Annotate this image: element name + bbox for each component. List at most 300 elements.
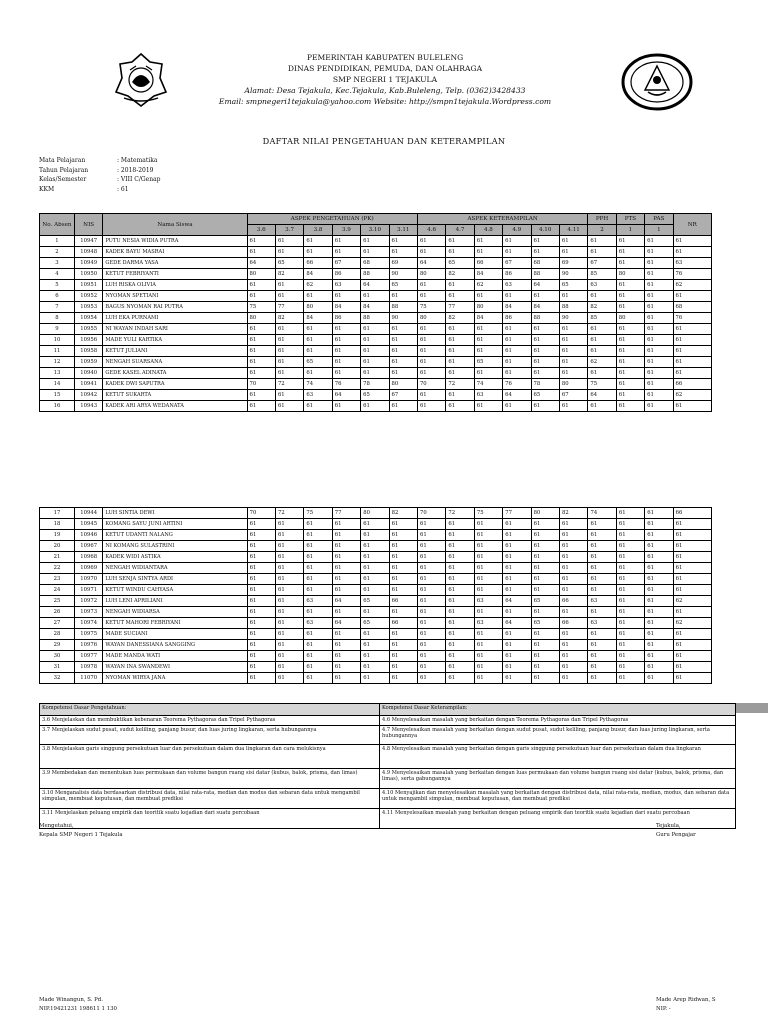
cell-score: 61 <box>446 346 474 357</box>
cell-score: 61 <box>275 368 303 379</box>
cell-score: 61 <box>503 346 531 357</box>
cell-score: 61 <box>560 629 588 640</box>
cell-score: 77 <box>503 508 531 519</box>
cell-score: 61 <box>645 379 673 390</box>
cell-score: 82 <box>389 508 417 519</box>
cell-score: 61 <box>389 401 417 412</box>
cell-score: 61 <box>361 519 389 530</box>
cell-nis: 10970 <box>74 574 102 585</box>
acknowledged-label: Mengetahui, <box>39 823 74 829</box>
table-row <box>40 629 712 640</box>
cell-score: 61 <box>361 291 389 302</box>
cell-score: 61 <box>446 574 474 585</box>
cell-score: 61 <box>247 236 275 247</box>
cell-score: 61 <box>588 651 616 662</box>
cell-nr: 62 <box>673 280 711 291</box>
cell-score: 61 <box>474 640 502 651</box>
cell-name: NENGAH SUARSANA <box>103 357 247 368</box>
cell-score: 61 <box>275 673 303 684</box>
cell-score: 61 <box>332 357 360 368</box>
cell-no: 11 <box>40 346 75 357</box>
cell-score: 61 <box>503 651 531 662</box>
cell-score: 61 <box>332 662 360 673</box>
cell-score: 61 <box>616 390 644 401</box>
cell-score: 61 <box>275 390 303 401</box>
meta-value: : VIII C/Genap <box>117 176 161 184</box>
cell-score: 61 <box>531 541 559 552</box>
cell-score: 61 <box>616 607 644 618</box>
cell-score: 61 <box>616 379 644 390</box>
cell-score: 62 <box>474 280 502 291</box>
cell-score: 61 <box>275 596 303 607</box>
cell-score: 84 <box>474 269 502 280</box>
cell-score: 75 <box>417 302 445 313</box>
cell-nr: 61 <box>673 291 711 302</box>
cell-score: 61 <box>531 236 559 247</box>
table-row <box>40 541 712 552</box>
cell-score: 90 <box>559 269 587 280</box>
cell-name: LUH SINTIA DEWI <box>103 508 247 519</box>
cell-score: 66 <box>304 258 332 269</box>
table-row <box>40 280 712 291</box>
table-row <box>40 368 712 379</box>
cell-nr: 61 <box>673 629 711 640</box>
cell-score: 61 <box>645 552 673 563</box>
cell-score: 80 <box>247 313 275 324</box>
cell-score: 61 <box>560 585 588 596</box>
cell-score: 61 <box>645 541 673 552</box>
cell-score: 61 <box>503 401 531 412</box>
cell-score: 82 <box>446 313 474 324</box>
cell-score: 61 <box>332 530 360 541</box>
cell-score: 61 <box>559 357 587 368</box>
cell-nr: 61 <box>673 236 711 247</box>
cell-score: 61 <box>588 335 616 346</box>
cell-score: 61 <box>645 357 673 368</box>
cell-score: 61 <box>588 401 616 412</box>
cell-score: 61 <box>304 574 332 585</box>
table-row <box>40 357 712 368</box>
cell-score: 88 <box>559 302 587 313</box>
table-row <box>40 519 712 530</box>
cell-score: 61 <box>616 662 644 673</box>
cell-score: 61 <box>361 401 389 412</box>
cell-score: 61 <box>332 563 360 574</box>
cell-score: 61 <box>304 291 332 302</box>
cell-nis: 10968 <box>74 552 102 563</box>
cell-score: 61 <box>418 552 446 563</box>
cell-score: 61 <box>275 335 303 346</box>
cell-score: 61 <box>361 662 389 673</box>
cell-score: 61 <box>645 390 673 401</box>
cell-score: 61 <box>645 302 673 313</box>
weight-pph: 2 <box>588 225 616 236</box>
cell-score: 61 <box>389 629 417 640</box>
cell-score: 61 <box>418 640 446 651</box>
cell-nis: 10958 <box>74 346 102 357</box>
cell-score: 65 <box>531 390 559 401</box>
cell-score: 61 <box>275 607 303 618</box>
header-pts: PTS <box>616 214 644 225</box>
cell-name: KETUT SUKARTA <box>103 390 247 401</box>
cell-score: 69 <box>389 258 417 269</box>
kd-item: 4.8 Menyelesaikan masalah yang berkaitan dengan garis singgung persekutuan luar dan persekutuan dalam dua lingkaran <box>380 745 736 769</box>
cell-score: 65 <box>361 596 389 607</box>
cell-score: 61 <box>389 662 417 673</box>
cell-nr: 62 <box>673 618 711 629</box>
cell-score: 88 <box>389 302 417 313</box>
principal-title: Kepala SMP Negeri 1 Tejakula <box>39 832 123 838</box>
meta-value: : Matematika <box>117 157 158 164</box>
cell-score: 82 <box>588 302 616 313</box>
cell-score: 64 <box>361 280 389 291</box>
teacher-signature <box>656 822 696 840</box>
cell-nr: 61 <box>673 563 711 574</box>
cell-score: 61 <box>446 401 474 412</box>
cell-no: 10 <box>40 335 75 346</box>
cell-no: 9 <box>40 324 75 335</box>
cell-score: 61 <box>645 662 673 673</box>
cell-score: 61 <box>616 236 644 247</box>
cell-score: 61 <box>645 269 673 280</box>
header-pas: PAS <box>645 214 673 225</box>
cell-score: 61 <box>389 357 417 368</box>
cell-score: 61 <box>446 530 474 541</box>
cell-nr: 62 <box>673 596 711 607</box>
cell-score: 63 <box>474 596 502 607</box>
cell-score: 63 <box>304 390 332 401</box>
table-row <box>40 607 712 618</box>
cell-score: 61 <box>616 346 644 357</box>
cell-score: 61 <box>247 519 275 530</box>
cell-score: 84 <box>304 269 332 280</box>
cell-score: 61 <box>361 541 389 552</box>
cell-nis: 10947 <box>74 236 102 247</box>
cell-score: 61 <box>531 563 559 574</box>
cell-score: 61 <box>247 280 275 291</box>
cell-score: 61 <box>247 596 275 607</box>
cell-score: 61 <box>645 596 673 607</box>
cell-score: 61 <box>247 629 275 640</box>
table-row <box>40 401 712 412</box>
cell-score: 61 <box>560 530 588 541</box>
cell-score: 74 <box>474 379 502 390</box>
cell-score: 65 <box>275 258 303 269</box>
cell-score: 61 <box>446 236 474 247</box>
cell-score: 61 <box>332 585 360 596</box>
cell-score: 67 <box>559 390 587 401</box>
cell-no: 5 <box>40 280 75 291</box>
cell-score: 61 <box>389 640 417 651</box>
cell-nis: 10950 <box>74 269 102 280</box>
cell-score: 61 <box>389 673 417 684</box>
cell-score: 61 <box>304 629 332 640</box>
cell-score: 61 <box>560 673 588 684</box>
table-row <box>40 640 712 651</box>
cell-score: 64 <box>417 258 445 269</box>
header-skill-aspect: ASPEK KETERAMPILAN <box>417 214 587 225</box>
cell-score: 61 <box>474 651 502 662</box>
cell-score: 61 <box>332 640 360 651</box>
teacher-name: Made Arep Ridwan, S <box>656 997 716 1003</box>
cell-score: 61 <box>616 302 644 313</box>
cell-score: 61 <box>446 368 474 379</box>
cell-nr: 66 <box>673 379 711 390</box>
cell-score: 61 <box>417 390 445 401</box>
cell-score: 61 <box>275 552 303 563</box>
cell-score: 84 <box>474 313 502 324</box>
cell-score: 61 <box>645 236 673 247</box>
buleleng-regency-logo <box>110 52 172 108</box>
cell-score: 61 <box>275 640 303 651</box>
cell-score: 61 <box>332 629 360 640</box>
cell-no: 31 <box>40 662 75 673</box>
cell-score: 61 <box>474 401 502 412</box>
cell-score: 61 <box>418 673 446 684</box>
cell-score: 61 <box>559 236 587 247</box>
cell-score: 61 <box>503 662 531 673</box>
letterhead <box>200 52 570 107</box>
cell-nr: 61 <box>673 662 711 673</box>
cell-no: 4 <box>40 269 75 280</box>
cell-score: 84 <box>531 302 559 313</box>
cell-score: 61 <box>645 629 673 640</box>
cell-score: 61 <box>560 607 588 618</box>
cell-score: 80 <box>474 302 502 313</box>
cell-score: 90 <box>389 313 417 324</box>
cell-nis: 10940 <box>74 368 102 379</box>
cell-score: 75 <box>474 508 502 519</box>
table-row <box>40 530 712 541</box>
cell-score: 61 <box>304 541 332 552</box>
cell-score: 61 <box>560 640 588 651</box>
cell-score: 61 <box>616 541 644 552</box>
cell-score: 61 <box>616 574 644 585</box>
table-row <box>40 236 712 247</box>
cell-score: 61 <box>616 552 644 563</box>
cell-score: 65 <box>531 596 559 607</box>
cell-name: NENGAH WIDIARSA <box>103 607 247 618</box>
table-row <box>40 618 712 629</box>
cell-score: 61 <box>616 651 644 662</box>
cell-score: 61 <box>503 640 531 651</box>
cell-score: 61 <box>304 563 332 574</box>
cell-name: BAGUS NYOMAN RAI PUTRA <box>103 302 247 313</box>
cell-name: LUH EKA PURNAMI <box>103 313 247 324</box>
cell-score: 61 <box>560 651 588 662</box>
cell-score: 66 <box>474 258 502 269</box>
cell-score: 61 <box>304 552 332 563</box>
cell-nis: 10976 <box>74 640 102 651</box>
table-row <box>40 335 712 346</box>
cell-score: 61 <box>446 552 474 563</box>
cell-score: 74 <box>588 508 616 519</box>
cell-score: 61 <box>304 324 332 335</box>
cell-name: LUH SENJA SINTYA ARDI <box>103 574 247 585</box>
cell-nis: 10974 <box>74 618 102 629</box>
cell-score: 61 <box>616 673 644 684</box>
cell-score: 61 <box>418 607 446 618</box>
cell-score: 64 <box>588 390 616 401</box>
cell-score: 66 <box>560 618 588 629</box>
kd-col: 4.7 <box>446 225 474 236</box>
kd-item: 4.9 Menyelesaikan masalah yang berkaitan dengan luas permukaan dan volume bangun ruang sisi datar (kubus, balok, prisma, dan limas), serta gabungannya <box>380 769 736 789</box>
cell-score: 61 <box>474 563 502 574</box>
cell-score: 80 <box>417 269 445 280</box>
table-row <box>40 390 712 401</box>
cell-name: MADE YULI KARTIKA <box>103 335 247 346</box>
cell-score: 80 <box>304 302 332 313</box>
cell-score: 61 <box>559 324 587 335</box>
cell-nr: 61 <box>673 552 711 563</box>
cell-score: 61 <box>361 236 389 247</box>
cell-score: 61 <box>247 607 275 618</box>
cell-score: 61 <box>446 390 474 401</box>
place-date: Tejakula, <box>656 823 681 829</box>
cell-score: 61 <box>304 346 332 357</box>
cell-score: 61 <box>275 324 303 335</box>
cell-score: 61 <box>446 247 474 258</box>
cell-score: 61 <box>446 673 474 684</box>
cell-score: 61 <box>474 574 502 585</box>
meta-value: : 61 <box>117 185 129 193</box>
cell-score: 61 <box>361 346 389 357</box>
cell-score: 61 <box>531 335 559 346</box>
cell-score: 61 <box>474 346 502 357</box>
kd-item: 3.11 Menjelaskan peluang empirik dan teoritik suatu kejadian dari suatu percobaan <box>40 809 380 829</box>
cell-score: 63 <box>588 596 616 607</box>
cell-score: 76 <box>332 379 360 390</box>
cell-score: 61 <box>560 662 588 673</box>
cell-score: 61 <box>275 280 303 291</box>
cell-score: 61 <box>304 530 332 541</box>
cell-score: 61 <box>645 574 673 585</box>
cell-no: 2 <box>40 247 75 258</box>
cell-score: 61 <box>616 291 644 302</box>
cell-score: 66 <box>389 596 417 607</box>
cell-score: 61 <box>418 596 446 607</box>
cell-score: 61 <box>332 541 360 552</box>
cell-score: 61 <box>361 563 389 574</box>
table-row <box>40 596 712 607</box>
cell-score: 61 <box>616 618 644 629</box>
cell-no: 26 <box>40 607 75 618</box>
kd-col: 3.11 <box>389 225 417 236</box>
cell-score: 63 <box>503 280 531 291</box>
cell-no: 8 <box>40 313 75 324</box>
cell-score: 61 <box>474 291 502 302</box>
cell-score: 61 <box>417 324 445 335</box>
cell-score: 64 <box>503 618 531 629</box>
header-student-name: Nama Siswa <box>103 214 247 236</box>
cell-no: 32 <box>40 673 75 684</box>
cell-score: 82 <box>560 508 588 519</box>
table-row <box>40 651 712 662</box>
cell-score: 61 <box>275 651 303 662</box>
cell-score: 61 <box>616 629 644 640</box>
cell-nis: 10942 <box>74 390 102 401</box>
cell-nis: 10971 <box>74 585 102 596</box>
cell-score: 61 <box>389 236 417 247</box>
cell-score: 70 <box>247 379 275 390</box>
cell-score: 65 <box>361 618 389 629</box>
cell-nis: 10973 <box>74 607 102 618</box>
cell-score: 61 <box>446 280 474 291</box>
cell-nr: 61 <box>673 673 711 684</box>
cell-score: 61 <box>645 346 673 357</box>
cell-score: 61 <box>616 640 644 651</box>
cell-score: 63 <box>304 618 332 629</box>
cell-score: 61 <box>446 541 474 552</box>
table-row <box>40 379 712 390</box>
cell-score: 61 <box>361 629 389 640</box>
cell-score: 61 <box>446 324 474 335</box>
cell-score: 61 <box>332 552 360 563</box>
cell-score: 61 <box>474 324 502 335</box>
cell-no: 18 <box>40 519 75 530</box>
cell-score: 74 <box>304 379 332 390</box>
cell-nis: 10946 <box>74 530 102 541</box>
cell-score: 61 <box>588 662 616 673</box>
cell-name: KETUT MAHORI FEBRIYANI <box>103 618 247 629</box>
header-no-absen: No. Absen <box>40 214 75 236</box>
cell-nr: 61 <box>673 335 711 346</box>
cell-score: 86 <box>503 313 531 324</box>
cell-score: 61 <box>588 291 616 302</box>
cell-score: 61 <box>503 563 531 574</box>
cell-score: 61 <box>389 530 417 541</box>
cell-score: 61 <box>446 519 474 530</box>
cell-score: 61 <box>645 335 673 346</box>
header-pph: PPH <box>588 214 616 225</box>
cell-nr: 61 <box>673 607 711 618</box>
cell-score: 64 <box>332 596 360 607</box>
cell-score: 85 <box>588 313 616 324</box>
cell-score: 68 <box>531 258 559 269</box>
grades-table-top <box>39 213 712 412</box>
cell-score: 72 <box>275 379 303 390</box>
cell-score: 61 <box>417 401 445 412</box>
cell-score: 86 <box>332 313 360 324</box>
cell-score: 63 <box>304 596 332 607</box>
cell-no: 30 <box>40 651 75 662</box>
cell-score: 61 <box>588 640 616 651</box>
kd-table <box>39 703 736 829</box>
cell-score: 61 <box>275 291 303 302</box>
principal-name-block <box>39 996 117 1014</box>
cell-score: 62 <box>588 357 616 368</box>
table-row <box>40 552 712 563</box>
cell-score: 82 <box>275 269 303 280</box>
cell-score: 61 <box>247 651 275 662</box>
cell-score: 61 <box>446 291 474 302</box>
cell-name: KETUT UDANTI NALANG <box>103 530 247 541</box>
cell-score: 61 <box>616 280 644 291</box>
cell-score: 61 <box>645 651 673 662</box>
kd-item: 4.11 Menyelesaikan masalah yang berkaitan dengan peluang empirik dan teoritik suatu kejadian dari suatu percobaan <box>380 809 736 829</box>
cell-score: 61 <box>332 519 360 530</box>
cell-nr: 61 <box>673 574 711 585</box>
cell-score: 61 <box>645 313 673 324</box>
cell-score: 61 <box>332 574 360 585</box>
school-name: SMP NEGERI 1 TEJAKULA <box>332 75 438 84</box>
cell-score: 61 <box>247 662 275 673</box>
cell-score: 84 <box>332 302 360 313</box>
cell-score: 61 <box>361 552 389 563</box>
cell-name: KETUT WINDU CAHYASA <box>103 585 247 596</box>
cell-score: 61 <box>645 247 673 258</box>
cell-score: 75 <box>304 508 332 519</box>
